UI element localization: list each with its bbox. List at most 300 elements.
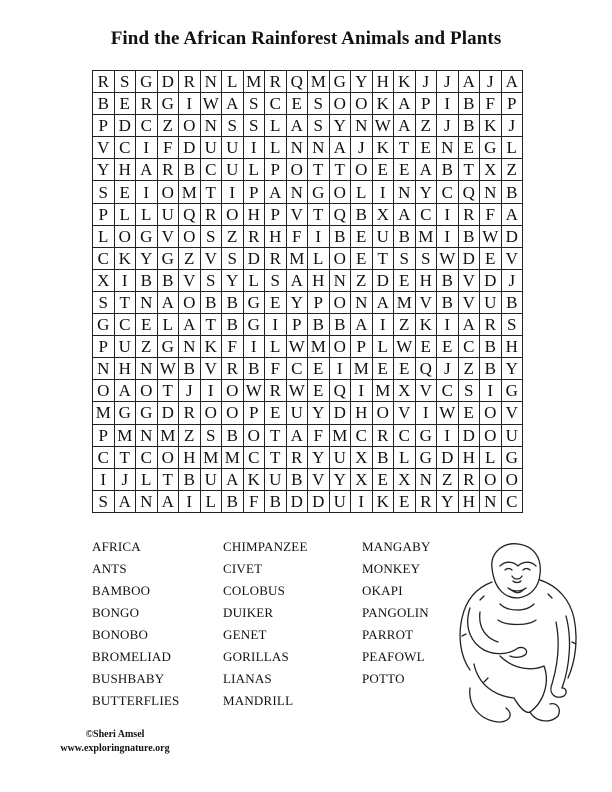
grid-cell[interactable]: O	[372, 402, 394, 424]
grid-cell[interactable]: B	[179, 358, 201, 380]
grid-cell[interactable]: J	[114, 468, 136, 490]
grid-cell[interactable]: E	[351, 247, 373, 269]
grid-cell[interactable]: E	[480, 247, 502, 269]
grid-cell[interactable]: L	[136, 203, 158, 225]
grid-cell[interactable]: A	[179, 314, 201, 336]
grid-cell[interactable]: M	[415, 225, 437, 247]
grid-cell[interactable]: C	[136, 446, 158, 468]
grid-cell[interactable]: R	[222, 358, 244, 380]
grid-cell[interactable]: I	[179, 490, 201, 512]
grid-cell[interactable]: E	[308, 358, 330, 380]
grid-cell[interactable]: L	[372, 336, 394, 358]
grid-cell[interactable]: R	[458, 203, 480, 225]
grid-cell[interactable]: G	[415, 424, 437, 446]
grid-cell[interactable]: W	[437, 247, 459, 269]
grid-cell[interactable]: A	[329, 137, 351, 159]
grid-cell[interactable]: X	[351, 468, 373, 490]
grid-cell[interactable]: B	[157, 269, 179, 291]
grid-cell[interactable]: I	[437, 225, 459, 247]
grid-cell[interactable]: X	[93, 269, 115, 291]
grid-cell[interactable]: S	[222, 115, 244, 137]
grid-cell[interactable]: D	[179, 137, 201, 159]
grid-cell[interactable]: T	[372, 247, 394, 269]
grid-cell[interactable]: U	[265, 468, 287, 490]
grid-cell[interactable]: T	[308, 159, 330, 181]
grid-cell[interactable]: X	[480, 159, 502, 181]
grid-cell[interactable]: K	[372, 490, 394, 512]
grid-cell[interactable]: W	[372, 115, 394, 137]
grid-cell[interactable]: N	[286, 181, 308, 203]
grid-cell[interactable]: S	[265, 269, 287, 291]
grid-cell[interactable]: G	[136, 402, 158, 424]
grid-cell[interactable]: S	[394, 247, 416, 269]
grid-cell[interactable]: O	[329, 336, 351, 358]
grid-cell[interactable]: N	[136, 291, 158, 313]
grid-cell[interactable]: D	[501, 225, 523, 247]
grid-cell[interactable]: K	[372, 137, 394, 159]
grid-cell[interactable]: Y	[286, 291, 308, 313]
grid-cell[interactable]: S	[308, 115, 330, 137]
grid-cell[interactable]: O	[329, 181, 351, 203]
grid-cell[interactable]: S	[200, 424, 222, 446]
grid-cell[interactable]: F	[480, 93, 502, 115]
grid-cell[interactable]: B	[437, 291, 459, 313]
grid-cell[interactable]: S	[222, 247, 244, 269]
grid-cell[interactable]: V	[501, 402, 523, 424]
grid-cell[interactable]: A	[458, 71, 480, 93]
grid-cell[interactable]: B	[222, 490, 244, 512]
grid-cell[interactable]: S	[93, 291, 115, 313]
grid-cell[interactable]: H	[308, 269, 330, 291]
grid-cell[interactable]: P	[265, 159, 287, 181]
grid-cell[interactable]: Y	[308, 402, 330, 424]
grid-cell[interactable]: B	[286, 468, 308, 490]
grid-cell[interactable]: G	[157, 247, 179, 269]
grid-cell[interactable]: N	[93, 358, 115, 380]
grid-cell[interactable]: R	[265, 380, 287, 402]
grid-cell[interactable]: K	[243, 468, 265, 490]
grid-cell[interactable]: A	[394, 93, 416, 115]
grid-cell[interactable]: G	[308, 181, 330, 203]
grid-cell[interactable]: B	[394, 225, 416, 247]
grid-cell[interactable]: L	[136, 468, 158, 490]
grid-cell[interactable]: I	[351, 380, 373, 402]
grid-cell[interactable]: P	[351, 336, 373, 358]
grid-cell[interactable]: I	[308, 225, 330, 247]
grid-cell[interactable]: J	[351, 137, 373, 159]
grid-cell[interactable]: I	[329, 358, 351, 380]
grid-cell[interactable]: E	[265, 291, 287, 313]
grid-cell[interactable]: B	[329, 314, 351, 336]
grid-cell[interactable]: O	[93, 380, 115, 402]
grid-cell[interactable]: A	[222, 93, 244, 115]
grid-cell[interactable]: L	[501, 137, 523, 159]
grid-cell[interactable]: A	[286, 424, 308, 446]
grid-cell[interactable]: O	[179, 225, 201, 247]
grid-cell[interactable]: S	[243, 115, 265, 137]
grid-cell[interactable]: I	[480, 380, 502, 402]
grid-cell[interactable]: M	[372, 380, 394, 402]
grid-cell[interactable]: Z	[415, 115, 437, 137]
grid-cell[interactable]: E	[394, 269, 416, 291]
grid-cell[interactable]: U	[200, 137, 222, 159]
grid-cell[interactable]: A	[372, 291, 394, 313]
grid-cell[interactable]: M	[308, 71, 330, 93]
grid-cell[interactable]: P	[243, 181, 265, 203]
grid-cell[interactable]: G	[136, 71, 158, 93]
grid-cell[interactable]: Y	[415, 181, 437, 203]
grid-cell[interactable]: J	[501, 269, 523, 291]
grid-cell[interactable]: F	[480, 203, 502, 225]
grid-cell[interactable]: A	[501, 71, 523, 93]
grid-cell[interactable]: D	[480, 269, 502, 291]
grid-cell[interactable]: J	[415, 71, 437, 93]
grid-cell[interactable]: Z	[501, 159, 523, 181]
grid-cell[interactable]: D	[243, 247, 265, 269]
grid-cell[interactable]: N	[136, 424, 158, 446]
grid-cell[interactable]: N	[437, 137, 459, 159]
grid-cell[interactable]: M	[93, 402, 115, 424]
grid-cell[interactable]: C	[93, 247, 115, 269]
grid-cell[interactable]: E	[415, 137, 437, 159]
grid-cell[interactable]: O	[480, 424, 502, 446]
grid-cell[interactable]: T	[394, 137, 416, 159]
grid-cell[interactable]: W	[286, 380, 308, 402]
grid-cell[interactable]: Z	[351, 269, 373, 291]
grid-cell[interactable]: U	[372, 225, 394, 247]
grid-cell[interactable]: J	[179, 380, 201, 402]
grid-cell[interactable]: N	[394, 181, 416, 203]
grid-cell[interactable]: J	[501, 115, 523, 137]
grid-cell[interactable]: B	[501, 181, 523, 203]
grid-cell[interactable]: J	[437, 71, 459, 93]
grid-cell[interactable]: M	[351, 358, 373, 380]
grid-cell[interactable]: G	[501, 380, 523, 402]
grid-cell[interactable]: G	[93, 314, 115, 336]
grid-cell[interactable]: E	[372, 358, 394, 380]
grid-cell[interactable]: T	[200, 314, 222, 336]
grid-cell[interactable]: A	[222, 468, 244, 490]
grid-cell[interactable]: M	[308, 336, 330, 358]
grid-cell[interactable]: U	[222, 137, 244, 159]
grid-cell[interactable]: A	[114, 490, 136, 512]
grid-cell[interactable]: A	[157, 490, 179, 512]
grid-cell[interactable]: Q	[415, 358, 437, 380]
grid-cell[interactable]: F	[286, 225, 308, 247]
grid-cell[interactable]: A	[394, 115, 416, 137]
grid-cell[interactable]: Y	[222, 269, 244, 291]
grid-cell[interactable]: E	[394, 358, 416, 380]
grid-cell[interactable]: A	[136, 159, 158, 181]
grid-cell[interactable]: B	[93, 93, 115, 115]
grid-cell[interactable]: Z	[394, 314, 416, 336]
grid-cell[interactable]: N	[179, 336, 201, 358]
grid-cell[interactable]: P	[308, 291, 330, 313]
grid-cell[interactable]: O	[480, 402, 502, 424]
grid-cell[interactable]: K	[394, 71, 416, 93]
grid-cell[interactable]: A	[458, 314, 480, 336]
grid-cell[interactable]: E	[437, 336, 459, 358]
grid-cell[interactable]: H	[114, 159, 136, 181]
grid-cell[interactable]: Q	[286, 71, 308, 93]
grid-cell[interactable]: L	[157, 314, 179, 336]
grid-cell[interactable]: V	[200, 247, 222, 269]
grid-cell[interactable]: P	[243, 402, 265, 424]
grid-cell[interactable]: Q	[458, 181, 480, 203]
grid-cell[interactable]: I	[372, 314, 394, 336]
grid-cell[interactable]: D	[329, 402, 351, 424]
grid-cell[interactable]: F	[157, 137, 179, 159]
grid-cell[interactable]: E	[458, 402, 480, 424]
grid-cell[interactable]: L	[308, 247, 330, 269]
grid-cell[interactable]: R	[136, 93, 158, 115]
grid-cell[interactable]: M	[222, 446, 244, 468]
grid-cell[interactable]: W	[243, 380, 265, 402]
grid-cell[interactable]: B	[222, 314, 244, 336]
grid-cell[interactable]: L	[265, 115, 287, 137]
grid-cell[interactable]: P	[93, 203, 115, 225]
grid-cell[interactable]: M	[114, 424, 136, 446]
grid-cell[interactable]: G	[157, 93, 179, 115]
grid-cell[interactable]: I	[114, 269, 136, 291]
grid-cell[interactable]: N	[351, 115, 373, 137]
grid-cell[interactable]: B	[437, 159, 459, 181]
grid-cell[interactable]: Z	[437, 468, 459, 490]
grid-cell[interactable]: B	[200, 291, 222, 313]
grid-cell[interactable]: C	[351, 424, 373, 446]
grid-cell[interactable]: S	[458, 380, 480, 402]
grid-cell[interactable]: N	[200, 71, 222, 93]
grid-cell[interactable]: D	[157, 71, 179, 93]
grid-cell[interactable]: P	[93, 336, 115, 358]
grid-cell[interactable]: O	[351, 159, 373, 181]
grid-cell[interactable]: Z	[458, 358, 480, 380]
grid-cell[interactable]: O	[329, 291, 351, 313]
grid-cell[interactable]: I	[437, 93, 459, 115]
grid-cell[interactable]: E	[458, 137, 480, 159]
grid-cell[interactable]: M	[329, 424, 351, 446]
grid-cell[interactable]: I	[179, 93, 201, 115]
grid-cell[interactable]: H	[243, 203, 265, 225]
grid-cell[interactable]: G	[157, 336, 179, 358]
grid-cell[interactable]: L	[93, 225, 115, 247]
grid-cell[interactable]: T	[329, 159, 351, 181]
grid-cell[interactable]: V	[415, 291, 437, 313]
grid-cell[interactable]: O	[351, 93, 373, 115]
grid-cell[interactable]: C	[114, 137, 136, 159]
grid-cell[interactable]: L	[222, 71, 244, 93]
grid-cell[interactable]: J	[437, 115, 459, 137]
grid-cell[interactable]: F	[308, 424, 330, 446]
grid-cell[interactable]: L	[351, 181, 373, 203]
grid-cell[interactable]: O	[243, 424, 265, 446]
grid-cell[interactable]: O	[222, 380, 244, 402]
grid-cell[interactable]: R	[243, 225, 265, 247]
grid-cell[interactable]: B	[458, 225, 480, 247]
grid-cell[interactable]: K	[372, 93, 394, 115]
grid-cell[interactable]: O	[222, 402, 244, 424]
grid-cell[interactable]: O	[329, 93, 351, 115]
grid-cell[interactable]: S	[200, 269, 222, 291]
grid-cell[interactable]: C	[136, 115, 158, 137]
grid-cell[interactable]: B	[351, 203, 373, 225]
grid-cell[interactable]: Z	[179, 247, 201, 269]
grid-cell[interactable]: U	[114, 336, 136, 358]
grid-cell[interactable]: A	[286, 115, 308, 137]
grid-cell[interactable]: T	[200, 181, 222, 203]
grid-cell[interactable]: D	[372, 269, 394, 291]
grid-cell[interactable]: E	[351, 225, 373, 247]
grid-cell[interactable]: O	[179, 115, 201, 137]
grid-cell[interactable]: P	[93, 115, 115, 137]
grid-cell[interactable]: E	[394, 159, 416, 181]
grid-cell[interactable]: Z	[136, 336, 158, 358]
grid-cell[interactable]: B	[437, 269, 459, 291]
grid-cell[interactable]: E	[372, 159, 394, 181]
grid-cell[interactable]: U	[329, 490, 351, 512]
grid-cell[interactable]: E	[114, 181, 136, 203]
grid-cell[interactable]: E	[415, 336, 437, 358]
grid-cell[interactable]: H	[458, 490, 480, 512]
grid-cell[interactable]: I	[93, 468, 115, 490]
grid-cell[interactable]: L	[200, 490, 222, 512]
grid-cell[interactable]: N	[351, 291, 373, 313]
grid-cell[interactable]: C	[114, 314, 136, 336]
grid-cell[interactable]: S	[114, 71, 136, 93]
grid-cell[interactable]: E	[136, 314, 158, 336]
grid-cell[interactable]: I	[136, 181, 158, 203]
grid-cell[interactable]: R	[179, 402, 201, 424]
grid-cell[interactable]: T	[308, 203, 330, 225]
grid-cell[interactable]: B	[222, 291, 244, 313]
grid-cell[interactable]: X	[351, 446, 373, 468]
grid-cell[interactable]: F	[265, 358, 287, 380]
grid-cell[interactable]: I	[136, 137, 158, 159]
grid-cell[interactable]: U	[286, 402, 308, 424]
grid-cell[interactable]: Y	[329, 115, 351, 137]
grid-cell[interactable]: N	[308, 137, 330, 159]
grid-cell[interactable]: V	[458, 291, 480, 313]
grid-cell[interactable]: U	[200, 468, 222, 490]
grid-cell[interactable]: L	[480, 446, 502, 468]
grid-cell[interactable]: I	[200, 380, 222, 402]
grid-cell[interactable]: S	[415, 247, 437, 269]
grid-cell[interactable]: A	[415, 159, 437, 181]
grid-cell[interactable]: I	[243, 336, 265, 358]
grid-cell[interactable]: B	[265, 490, 287, 512]
grid-cell[interactable]: W	[437, 402, 459, 424]
grid-cell[interactable]: C	[243, 446, 265, 468]
grid-cell[interactable]: O	[179, 291, 201, 313]
grid-cell[interactable]: I	[437, 424, 459, 446]
grid-cell[interactable]: N	[200, 115, 222, 137]
grid-cell[interactable]: C	[437, 380, 459, 402]
grid-cell[interactable]: R	[415, 490, 437, 512]
grid-cell[interactable]: G	[501, 446, 523, 468]
grid-cell[interactable]: C	[265, 93, 287, 115]
grid-cell[interactable]: R	[265, 71, 287, 93]
grid-cell[interactable]: H	[114, 358, 136, 380]
grid-cell[interactable]: R	[200, 203, 222, 225]
grid-cell[interactable]: B	[222, 424, 244, 446]
grid-cell[interactable]: I	[351, 490, 373, 512]
grid-cell[interactable]: A	[114, 380, 136, 402]
grid-cell[interactable]: D	[286, 490, 308, 512]
grid-cell[interactable]: Q	[329, 380, 351, 402]
grid-cell[interactable]: V	[415, 380, 437, 402]
grid-cell[interactable]: D	[308, 490, 330, 512]
grid-cell[interactable]: I	[437, 203, 459, 225]
grid-cell[interactable]: H	[265, 225, 287, 247]
grid-cell[interactable]: F	[222, 336, 244, 358]
grid-cell[interactable]: T	[157, 380, 179, 402]
grid-cell[interactable]: Z	[179, 424, 201, 446]
grid-cell[interactable]: W	[157, 358, 179, 380]
grid-cell[interactable]: R	[286, 446, 308, 468]
grid-cell[interactable]: P	[415, 93, 437, 115]
grid-cell[interactable]: L	[265, 336, 287, 358]
grid-cell[interactable]: Z	[157, 115, 179, 137]
grid-cell[interactable]: N	[415, 468, 437, 490]
grid-cell[interactable]: C	[200, 159, 222, 181]
grid-cell[interactable]: V	[157, 225, 179, 247]
grid-cell[interactable]: O	[501, 468, 523, 490]
grid-cell[interactable]: L	[114, 203, 136, 225]
grid-cell[interactable]: G	[243, 314, 265, 336]
grid-cell[interactable]: P	[265, 203, 287, 225]
grid-cell[interactable]: T	[265, 446, 287, 468]
grid-cell[interactable]: X	[394, 380, 416, 402]
grid-cell[interactable]: Y	[437, 490, 459, 512]
grid-cell[interactable]: C	[93, 446, 115, 468]
grid-cell[interactable]: A	[501, 203, 523, 225]
grid-cell[interactable]: U	[157, 203, 179, 225]
grid-cell[interactable]: G	[114, 402, 136, 424]
grid-cell[interactable]: Y	[351, 71, 373, 93]
grid-cell[interactable]: I	[222, 181, 244, 203]
grid-cell[interactable]: Y	[329, 468, 351, 490]
grid-cell[interactable]: C	[437, 181, 459, 203]
grid-cell[interactable]: O	[157, 446, 179, 468]
grid-cell[interactable]: B	[179, 159, 201, 181]
grid-cell[interactable]: L	[394, 446, 416, 468]
grid-cell[interactable]: K	[415, 314, 437, 336]
grid-cell[interactable]: P	[93, 424, 115, 446]
grid-cell[interactable]: B	[243, 358, 265, 380]
grid-cell[interactable]: B	[480, 358, 502, 380]
grid-cell[interactable]: A	[286, 269, 308, 291]
grid-cell[interactable]: O	[200, 402, 222, 424]
grid-cell[interactable]: R	[157, 159, 179, 181]
grid-cell[interactable]: Y	[308, 446, 330, 468]
grid-cell[interactable]: I	[243, 137, 265, 159]
grid-cell[interactable]: Q	[329, 203, 351, 225]
grid-cell[interactable]: D	[114, 115, 136, 137]
grid-cell[interactable]: U	[501, 424, 523, 446]
grid-cell[interactable]: J	[480, 71, 502, 93]
grid-cell[interactable]: S	[200, 225, 222, 247]
grid-cell[interactable]: A	[157, 291, 179, 313]
grid-cell[interactable]: A	[394, 203, 416, 225]
grid-cell[interactable]: T	[114, 446, 136, 468]
grid-cell[interactable]: G	[136, 225, 158, 247]
grid-cell[interactable]: E	[265, 402, 287, 424]
grid-cell[interactable]: H	[458, 446, 480, 468]
grid-cell[interactable]: A	[351, 314, 373, 336]
grid-cell[interactable]: N	[329, 269, 351, 291]
grid-cell[interactable]: W	[394, 336, 416, 358]
grid-cell[interactable]: H	[372, 71, 394, 93]
